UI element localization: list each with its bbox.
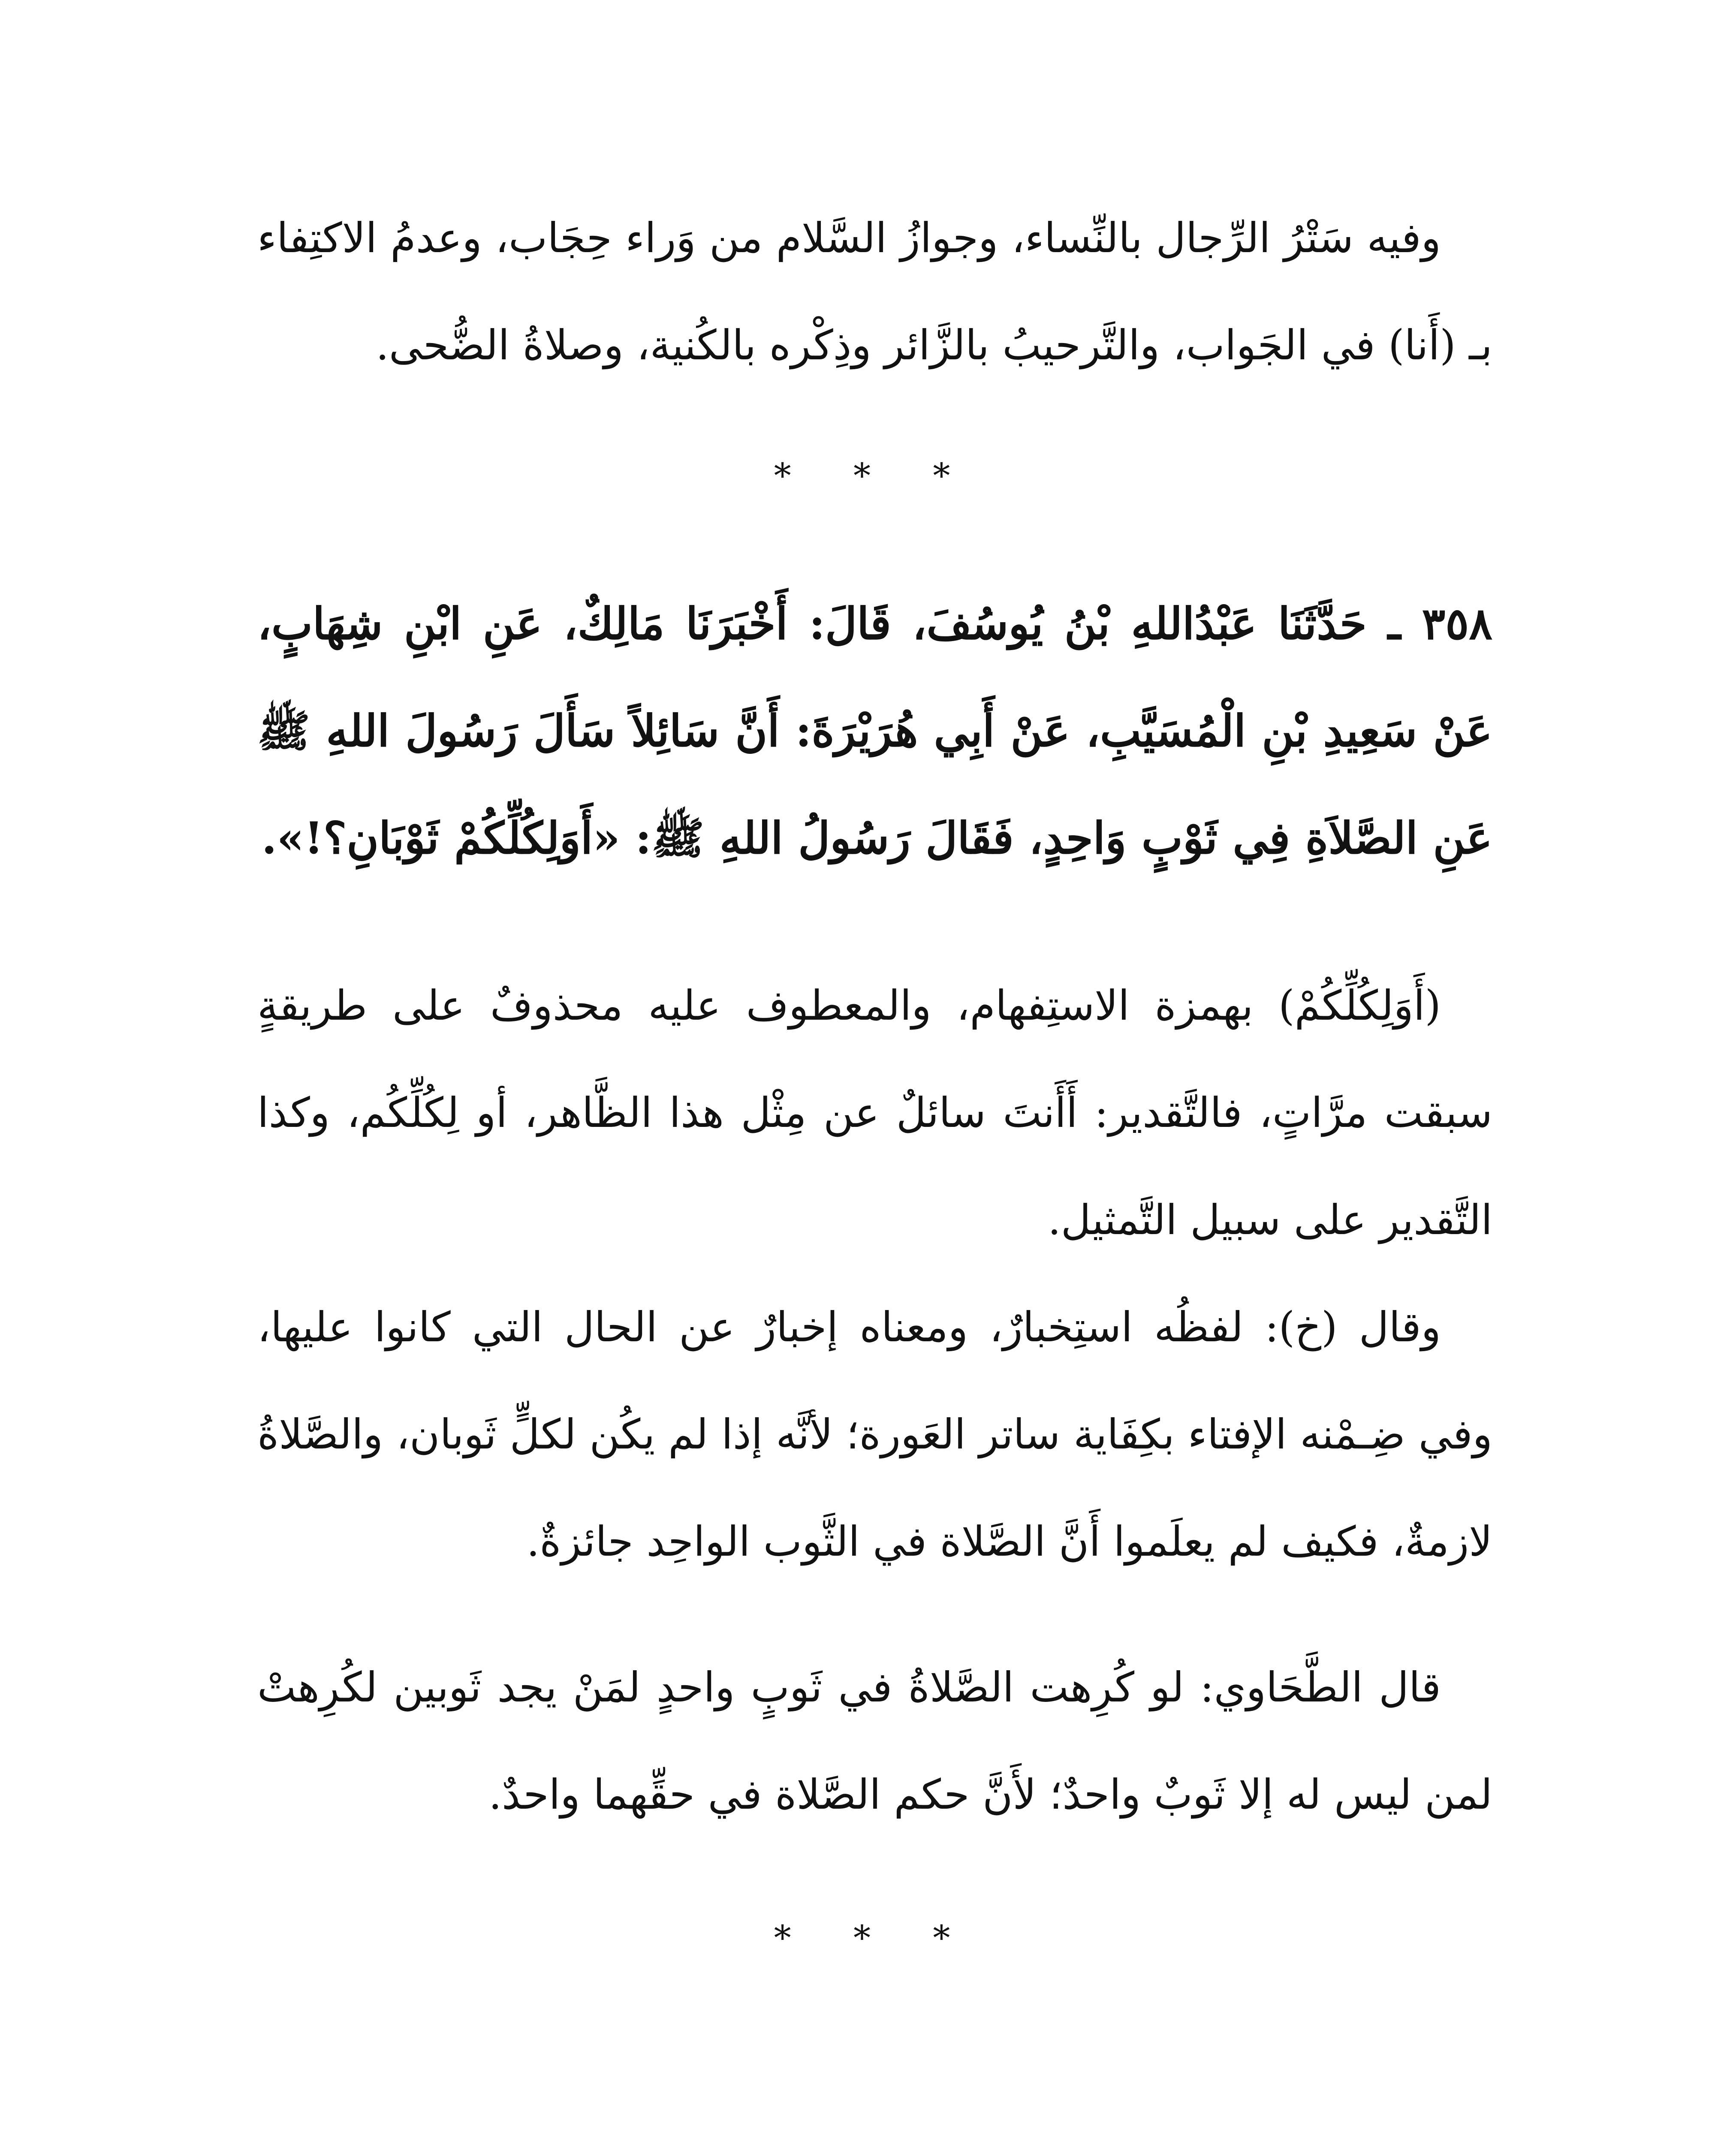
section-separator: * * * (774, 1918, 976, 1958)
paragraph-commentary-2: (أَوَلِكُلِّكُمْ) بهمزة الاستِفهام، والمعطوف عليه محذوفٌ على طريقةٍ سبقت مرَّاتٍ، فالتَّقدير: أَأَنتَ سائلٌ عن مِثْل هذا الظَّاهر، أو لِكُلِّكُم، وكذا التَّقدير على سبيل التَّمثيل. (257, 982, 1493, 1244)
paragraph-commentary-1: وفيه سَتْرُ الرِّجال بالنِّساء، وجوازُ السَّلام من وَراء حِجَاب، وعدمُ الاكتِفاء بـ (أَنا) في الجَواب، والتَّرحيبُ بالزَّائر وذِكْره بالكُنية، وصلاةُ الضُّحى. (257, 214, 1492, 369)
paragraph-commentary-3: وقال (خ): لفظُه استِخبارٌ، ومعناه إخبارٌ عن الحال التي كانوا عليها، وفي ضِـمْنه الإفتاء بكِفَاية ساتر العَورة؛ لأنَّه إذا لم يكُن لكلٍّ ثَوبان، والصَّلاةُ لازمةٌ، فكيف لم يعلَموا أَنَّ الصَّلاة في الثَّوب الواحِد جائزةٌ. (257, 1303, 1492, 1566)
hadith-text: ـ حَدَّثَنَا عَبْدُاللهِ بْنُ يُوسُفَ، قَالَ: أَخْبَرَنَا مَالِكٌ، عَنِ ابْنِ شِهَابٍ، عَنْ سَعِيدِ بْنِ الْمُسَيَّبِ، عَنْ أَبِي هُرَيْرَةَ: أَنَّ سَائِلاً سَأَلَ رَسُولَ اللهِ ﷺ عَنِ الصَّلاَةِ فِي ثَوْبٍ وَاحِدٍ، فَقَالَ رَسُولُ اللهِ ﷺ: «أَوَلِكُلِّكُمْ ثَوْبَانِ؟!». (257, 598, 1492, 864)
page-body (257, 184, 1492, 1964)
paragraph-commentary-4: قال الطَّحَاوي: لو كُرِهت الصَّلاةُ في ثَوبٍ واحدٍ لمَنْ يجد ثَوبين لكُرِهتْ لمن ليس له إلا ثَوبٌ واحدٌ؛ لأَنَّ حكم الصَّلاة في حقِّهما واحدٌ. (257, 1663, 1492, 1819)
section-separator: * * * (774, 456, 976, 496)
hadith-number: ٣٥٨ (1422, 598, 1492, 650)
hadith-358 (257, 570, 1492, 892)
